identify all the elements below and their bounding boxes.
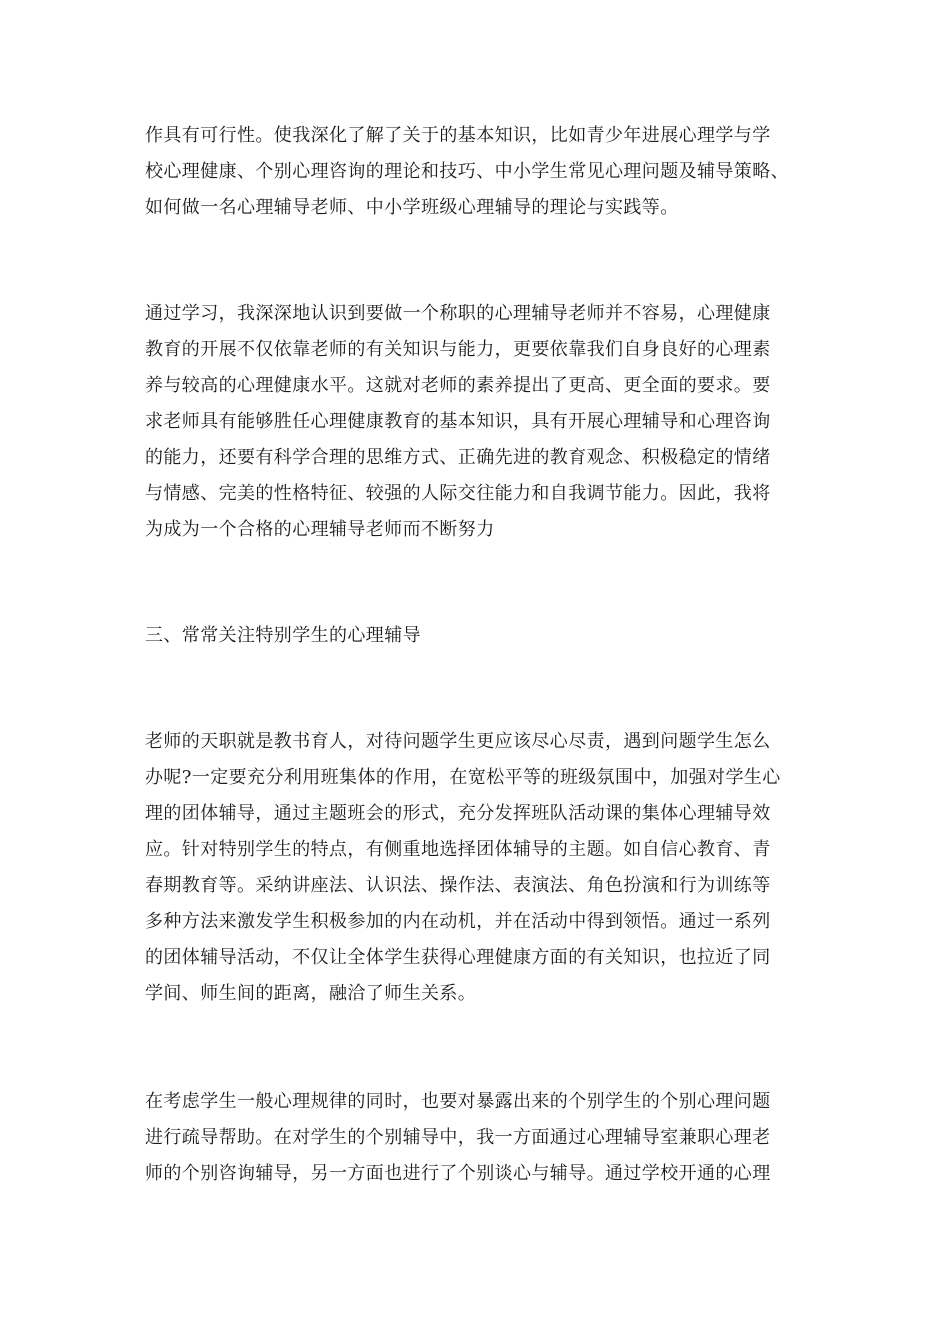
text-line: 多种方法来激发学生积极参加的内在动机，并在活动中得到领悟。通过一系列 — [145, 911, 771, 932]
text-line: 师的个别咨询辅导，另一方面也进行了个别谈心与辅导。通过学校开通的心理 — [145, 1163, 771, 1184]
text-line: 如何做一名心理辅导老师、中小学班级心理辅导的理论与实践等。 — [145, 197, 679, 218]
section-heading: 三、常常关注特别学生的心理辅导 — [145, 625, 421, 646]
text-line: 养与较高的心理健康水平。这就对老师的素养提出了更高、更全面的要求。要 — [145, 375, 771, 396]
text-line: 应。针对特别学生的特点，有侧重地选择团体辅导的主题。如自信心教育、青 — [145, 839, 771, 860]
text-line: 作具有可行性。使我深化了解了关于的基本知识，比如青少年进展心理学与学 — [145, 125, 771, 146]
text-line: 求老师具有能够胜任心理健康教育的基本知识，具有开展心理辅导和心理咨询 — [145, 411, 771, 432]
text-line: 的能力，还要有科学合理的思维方式、正确先进的教育观念、积极稳定的情绪 — [145, 447, 771, 468]
text-line: 老师的天职就是教书育人，对待问题学生更应该尽心尽责，遇到问题学生怎么 — [145, 731, 771, 752]
text-line: 春期教育等。采纳讲座法、认识法、操作法、表演法、角色扮演和行为训练等 — [145, 875, 771, 896]
text-line: 办呢?一定要充分利用班集体的作用，在宽松平等的班级氛围中，加强对学生心 — [145, 767, 781, 788]
text-line: 校心理健康、个别心理咨询的理论和技巧、中小学生常见心理问题及辅导策略、 — [145, 161, 789, 182]
text-line: 教育的开展不仅依靠老师的有关知识与能力，更要依靠我们自身良好的心理素 — [145, 339, 771, 360]
text-line: 学间、师生间的距离，融洽了师生关系。 — [145, 983, 477, 1004]
text-line: 进行疏导帮助。在对学生的个别辅导中，我一方面通过心理辅导室兼职心理老 — [145, 1127, 771, 1148]
text-line: 通过学习，我深深地认识到要做一个称职的心理辅导老师并不容易，心理健康 — [145, 303, 771, 324]
text-line: 为成为一个合格的心理辅导老师而不断努力 — [145, 519, 495, 540]
text-line: 的团体辅导活动，不仅让全体学生获得心理健康方面的有关知识，也拉近了同 — [145, 947, 771, 968]
text-line: 在考虑学生一般心理规律的同时，也要对暴露出来的个别学生的个别心理问题 — [145, 1091, 771, 1112]
text-line: 理的团体辅导，通过主题班会的形式，充分发挥班队活动课的集体心理辅导效 — [145, 803, 771, 824]
text-line: 与情感、完美的性格特征、较强的人际交往能力和自我调节能力。因此，我将 — [145, 483, 771, 504]
